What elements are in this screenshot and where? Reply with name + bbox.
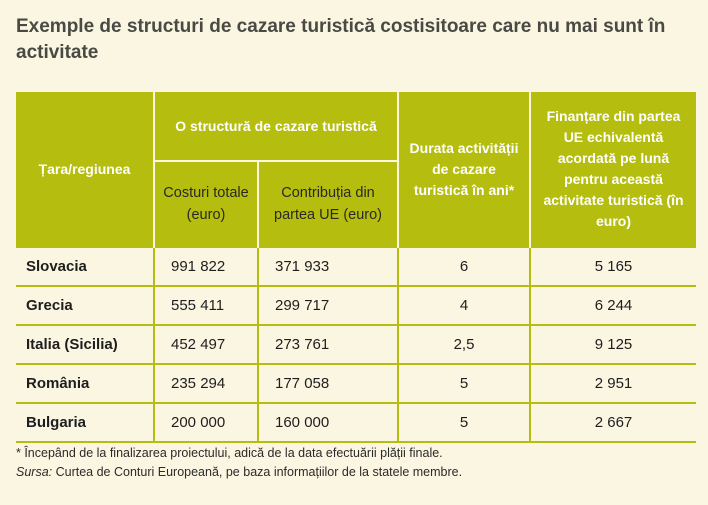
header-duration: Durata activității de cazare turistică în ani* [398,92,530,247]
cell-total-costs: 200 000 [154,403,258,442]
cell-eu-contribution: 177 058 [258,364,398,403]
data-table [16,92,696,443]
header-monthly-funding: Finanțare din partea UE echivalentă acordată pe lună pentru această activitate turistică (în euro) [530,92,696,247]
cell-total-costs: 235 294 [154,364,258,403]
source-line [16,463,462,482]
cell-total-costs: 555 411 [154,286,258,325]
table-row [16,286,696,325]
footnote-block [16,444,462,482]
cell-duration: 5 [398,403,530,442]
cell-duration: 2,5 [398,325,530,364]
cell-total-costs: 452 497 [154,325,258,364]
source-label: Sursa: [16,465,53,479]
header-country: Țara/regiunea [16,92,154,247]
header-structure-group: O structură de cazare turistică [154,92,398,161]
cell-eu-contribution: 299 717 [258,286,398,325]
table-row [16,364,696,403]
table-row [16,325,696,364]
cell-eu-contribution: 160 000 [258,403,398,442]
header-total-costs: Costuri totale (euro) [154,161,258,247]
page-title: Exemple de structuri de cazare turistică costisitoare care nu mai sunt în activitate [16,16,666,63]
cell-country: Grecia [16,286,154,325]
cell-country: Bulgaria [16,403,154,442]
cell-monthly-funding: 2 667 [530,403,696,442]
footnote: * Începând de la finalizarea proiectului, adică de la data efectuării plății finale. [16,446,443,460]
cell-duration: 5 [398,364,530,403]
cell-duration: 4 [398,286,530,325]
table-row [16,403,696,442]
header-eu-contribution: Contribuția din partea UE (euro) [258,161,398,247]
cell-monthly-funding: 9 125 [530,325,696,364]
table-row [16,247,696,286]
cell-country: România [16,364,154,403]
cell-country: Italia (Sicilia) [16,325,154,364]
cell-total-costs: 991 822 [154,247,258,286]
cell-monthly-funding: 5 165 [530,247,696,286]
cell-monthly-funding: 6 244 [530,286,696,325]
cell-monthly-funding: 2 951 [530,364,696,403]
cell-duration: 6 [398,247,530,286]
cell-country: Slovacia [16,247,154,286]
cell-eu-contribution: 273 761 [258,325,398,364]
cell-eu-contribution: 371 933 [258,247,398,286]
source-text: Curtea de Conturi Europeană, pe baza informațiilor de la statele membre. [52,465,463,479]
